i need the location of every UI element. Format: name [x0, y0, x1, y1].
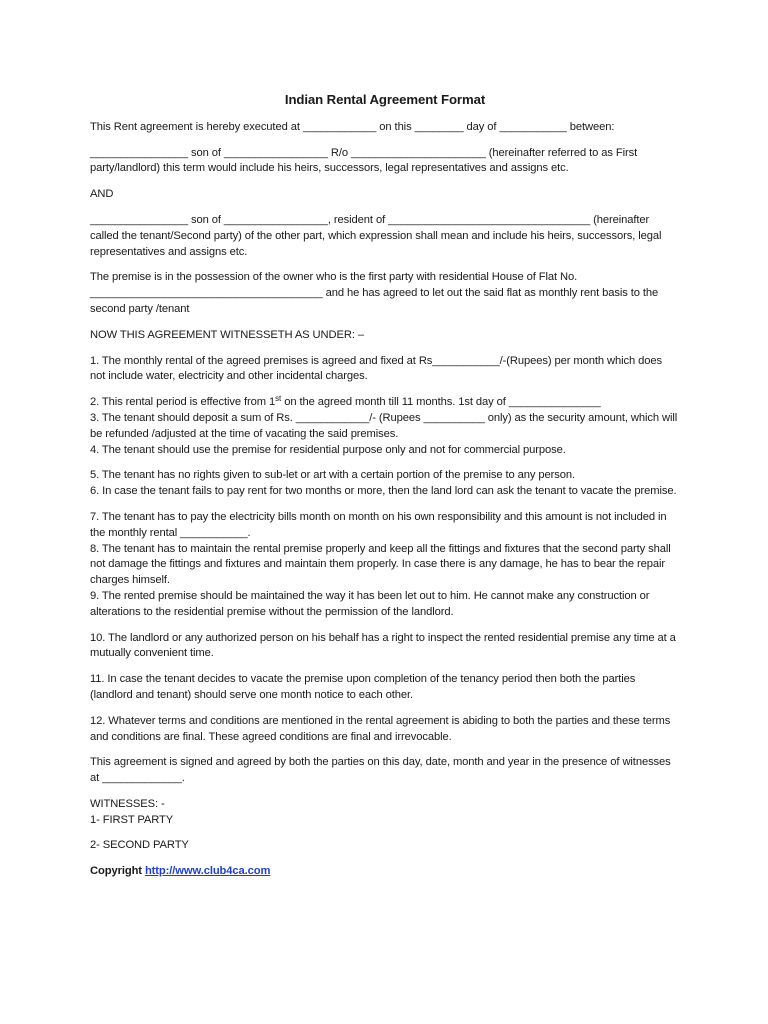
first-party-signature-label: 1- FIRST PARTY [90, 813, 174, 826]
intro-paragraph: This Rent agreement is hereby executed at ____________ on this ________ day of ___________ between: [90, 120, 615, 133]
clauses-2-4 [90, 395, 680, 458]
clause-6: 6. In case the tenant fails to pay rent for two months or more, then the land lord can ask the tenant to vacate the premise. [90, 485, 677, 498]
clause-10: 10. The landlord or any authorized person on his behalf has a right to inspect the rented residential premise any time at a mutually convenient time. [90, 631, 676, 660]
clause-2-text-rest: on the agreed month till 11 months. 1st day of _______________ [281, 396, 601, 409]
witnesses-label: WITNESSES: - [90, 797, 165, 810]
copyright-link[interactable]: http://www.club4ca.com [144, 865, 271, 878]
clause-11: 11. In case the tenant decides to vacate the premise upon completion of the tenancy period then both the parties (landlord and tenant) should serve one month notice to each other. [90, 673, 636, 701]
first-party-paragraph: ________________ son of _________________ R/o ______________________ (hereinafter referred to as First party/landlord) this term would include his heirs, successors, legal representatives and assigns etc. [90, 146, 638, 175]
clause-2-superscript: st [275, 394, 282, 404]
clause-1: 1. The monthly rental of the agreed premises is agreed and fixed at Rs___________/-(Rupees) per month which does not include water, electricity and other incidental charges. [90, 354, 662, 383]
clause-2 [90, 395, 680, 411]
clause-8: 8. The tenant has to maintain the rental premise properly and keep all the fittings and fixtures that the second party shall not damage the fittings and fixtures and maintain them properly. In case there is any damage, he has to bear the repair charges himself. [90, 542, 671, 587]
premise-paragraph: The premise is in the possession of the owner who is the first party with residential House of Flat No. ______________________________________ and he has agreed to let out the said flat as monthly rent basis to the second party /tenant [90, 271, 659, 315]
clauses-7-9 [90, 510, 680, 621]
clause-12: 12. Whatever terms and conditions are mentioned in the rental agreement is abiding to both the parties and these terms and conditions are final. These agreed conditions are final and irrevocable. [90, 714, 671, 743]
clause-4: 4. The tenant should use the premise for residential purpose only and not for commercial purpose. [90, 443, 566, 456]
second-party-paragraph: ________________ son of _________________, resident of _________________________________ (hereinafter called the tenant/Second party) of the other part, which expression shall mean and include his heirs, successors, legal representatives and assigns etc. [90, 213, 662, 258]
document-title: Indian Rental Agreement Format [284, 92, 486, 107]
signed-paragraph: This agreement is signed and agreed by both the parties on this day, date, month and year in the presence of witnesses at _____________. [90, 756, 671, 785]
clause-7: 7. The tenant has to pay the electricity bills month on month on his own responsibility and this amount is not included in the monthly rental ___________. [90, 510, 667, 539]
witnesseth-heading: NOW THIS AGREEMENT WITNESSETH AS UNDER: – [90, 328, 364, 341]
clause-2-text: 2. This rental period is effective from 1 [90, 396, 276, 409]
copyright-label: Copyright [90, 865, 145, 878]
second-party-signature-label: 2- SECOND PARTY [90, 839, 189, 852]
clause-5: 5. The tenant has no rights given to sub-let or art with a certain portion of the premise to any person. [90, 469, 576, 482]
document-page [90, 92, 680, 890]
and-separator: AND [90, 188, 114, 201]
copyright-line [90, 864, 680, 880]
clauses-5-6 [90, 468, 680, 500]
witnesses-block [90, 797, 680, 829]
clause-3: 3. The tenant should deposit a sum of Rs. ____________/- (Rupees __________ only) as the security amount, which will be refunded /adjusted at the time of vacating the said premises. [90, 411, 678, 440]
clause-9: 9. The rented premise should be maintained the way it has been let out to him. He cannot make any construction or alterations to the residential premise without the permission of the landlord. [90, 589, 650, 618]
